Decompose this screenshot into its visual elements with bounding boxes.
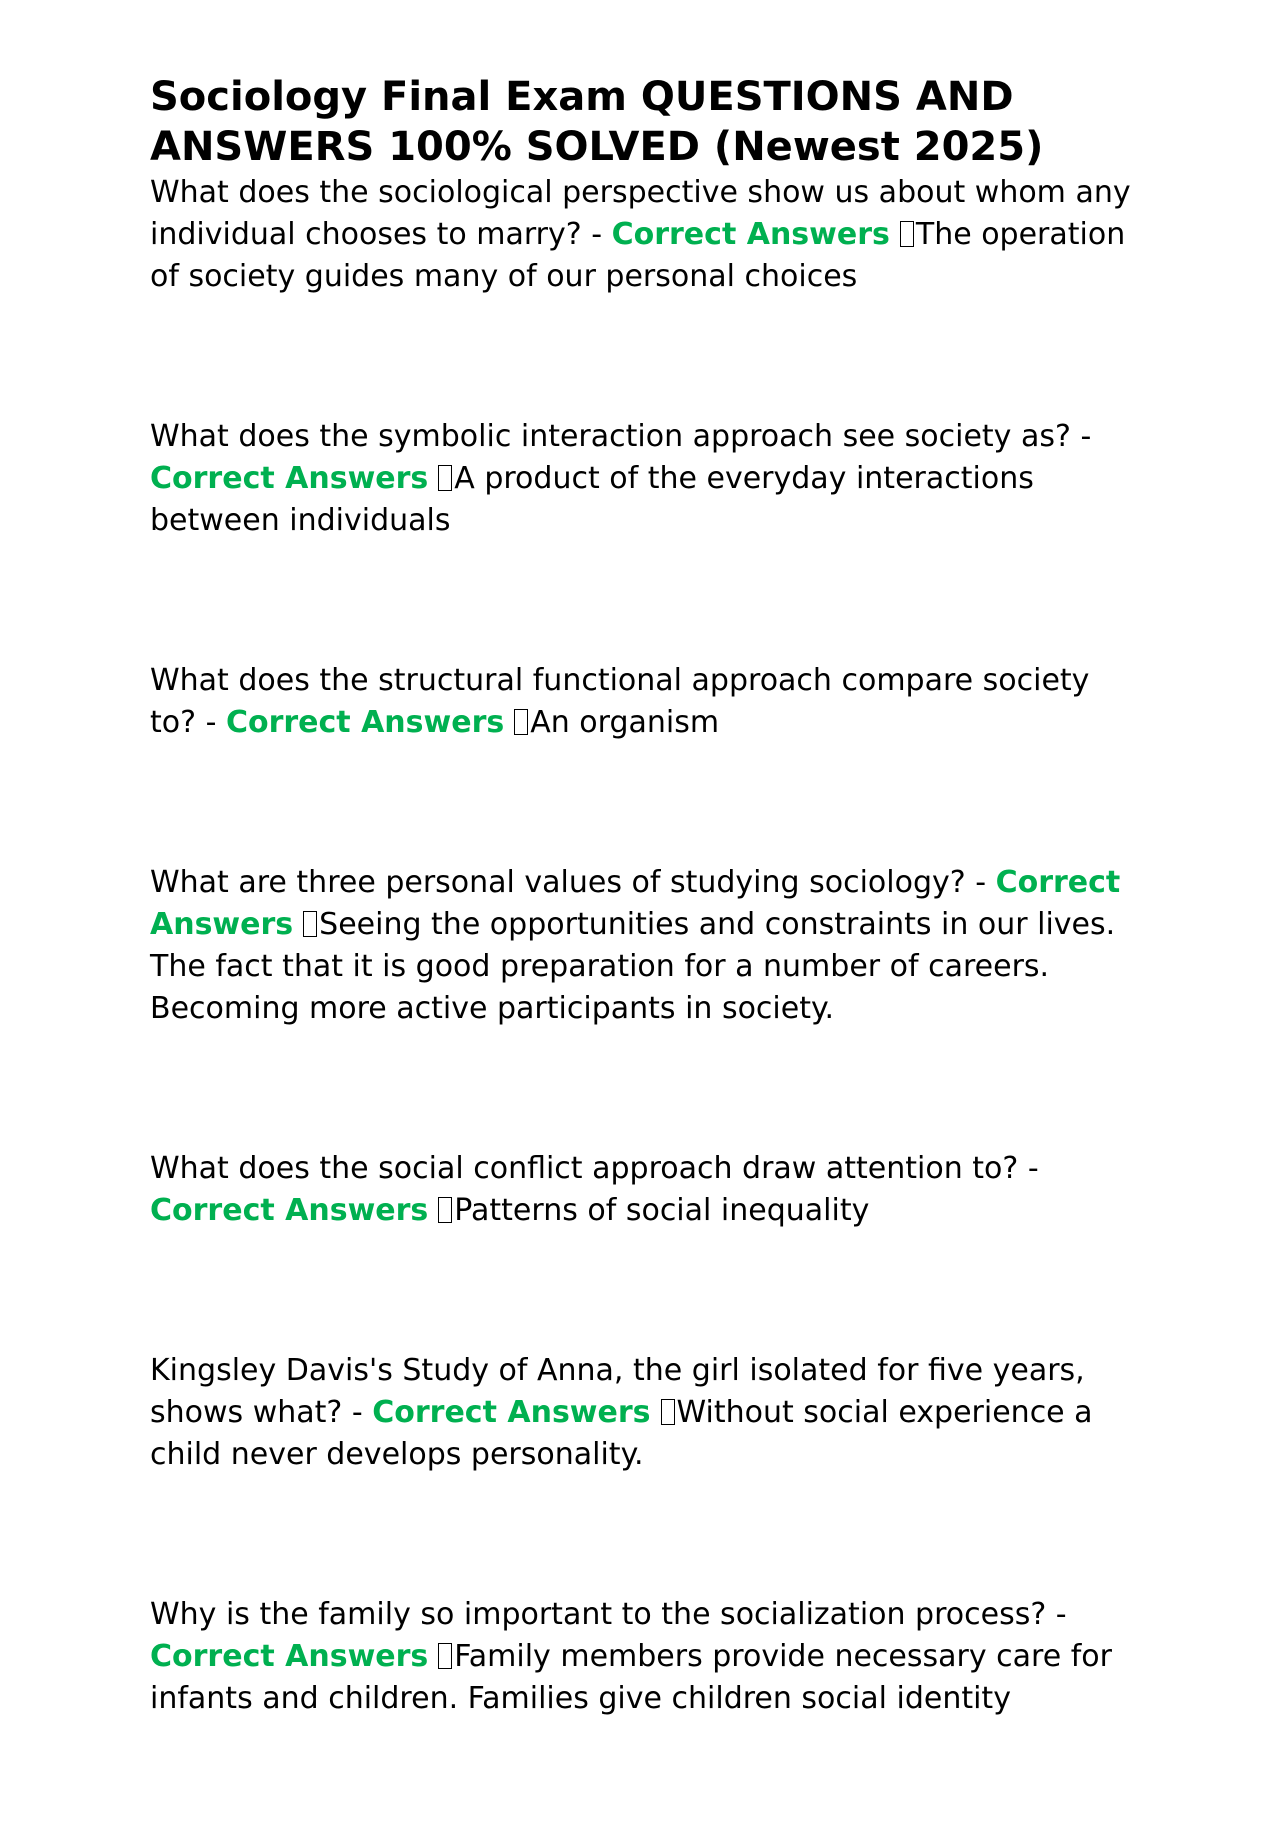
answer-text: Family members provide necessary care for infants and children. Families give children social identity	[150, 1639, 1112, 1716]
missing-glyph-box-icon	[303, 911, 317, 937]
qa-item	[150, 1594, 1140, 1720]
qa-item	[150, 862, 1140, 1030]
qa-item	[150, 416, 1140, 542]
question-text: Why is the family so important to the socialization process? -	[150, 1597, 1067, 1632]
question-text: What are three personal values of studying sociology? -	[150, 865, 987, 900]
missing-glyph-box-icon	[514, 709, 528, 735]
answer-text: An organism	[530, 705, 720, 740]
answer-text: Seeing the opportunities and constraints in our lives. The fact that it is good preparation for a number of careers. Becoming more active participants in society.	[150, 907, 1116, 1026]
answer-text: A product of the everyday interactions between individuals	[150, 461, 1034, 538]
missing-glyph-box-icon	[900, 221, 914, 247]
question-text: Kingsley Davis's Study of Anna, the girl isolated for five years, shows what? -	[150, 1353, 1085, 1430]
answer-text: Without social experience a child never develops personality.	[150, 1395, 1093, 1472]
correct-answers-label: Correct Answers	[150, 1193, 429, 1228]
document-page	[150, 72, 1140, 1838]
correct-answers-label: Correct Answers	[372, 1395, 651, 1430]
qa-list	[150, 172, 1140, 1720]
correct-answers-label: Correct Answers	[225, 705, 505, 740]
qa-item	[150, 1350, 1140, 1476]
question-text: What does the social conflict approach draw attention to? -	[150, 1151, 1039, 1186]
missing-glyph-box-icon	[438, 1197, 452, 1223]
correct-answers-label: Correct Answers	[150, 1639, 429, 1674]
qa-item	[150, 1148, 1140, 1232]
correct-answers-label: Correct Answers	[150, 865, 1121, 942]
question-text: What does the structural functional approach compare society to? -	[150, 663, 1090, 740]
correct-answers-label: Correct Answers	[150, 461, 429, 496]
answer-text: Patterns of social inequality	[454, 1193, 870, 1228]
missing-glyph-box-icon	[438, 465, 452, 491]
missing-glyph-box-icon	[661, 1399, 675, 1425]
missing-glyph-box-icon	[438, 1643, 452, 1669]
question-text: What does the sociological perspective show us about whom any individual chooses to marry? -	[150, 175, 1131, 252]
qa-item	[150, 172, 1140, 298]
qa-item	[150, 660, 1140, 744]
answer-text: The operation of society guides many of our personal choices	[150, 217, 1126, 294]
document-title: Sociology Final Exam QUESTIONS AND ANSWERS 100% SOLVED (Newest 2025)	[150, 74, 1044, 170]
question-text: What does the symbolic interaction approach see society as? -	[150, 419, 1092, 454]
correct-answers-label: Correct Answers	[611, 217, 890, 252]
